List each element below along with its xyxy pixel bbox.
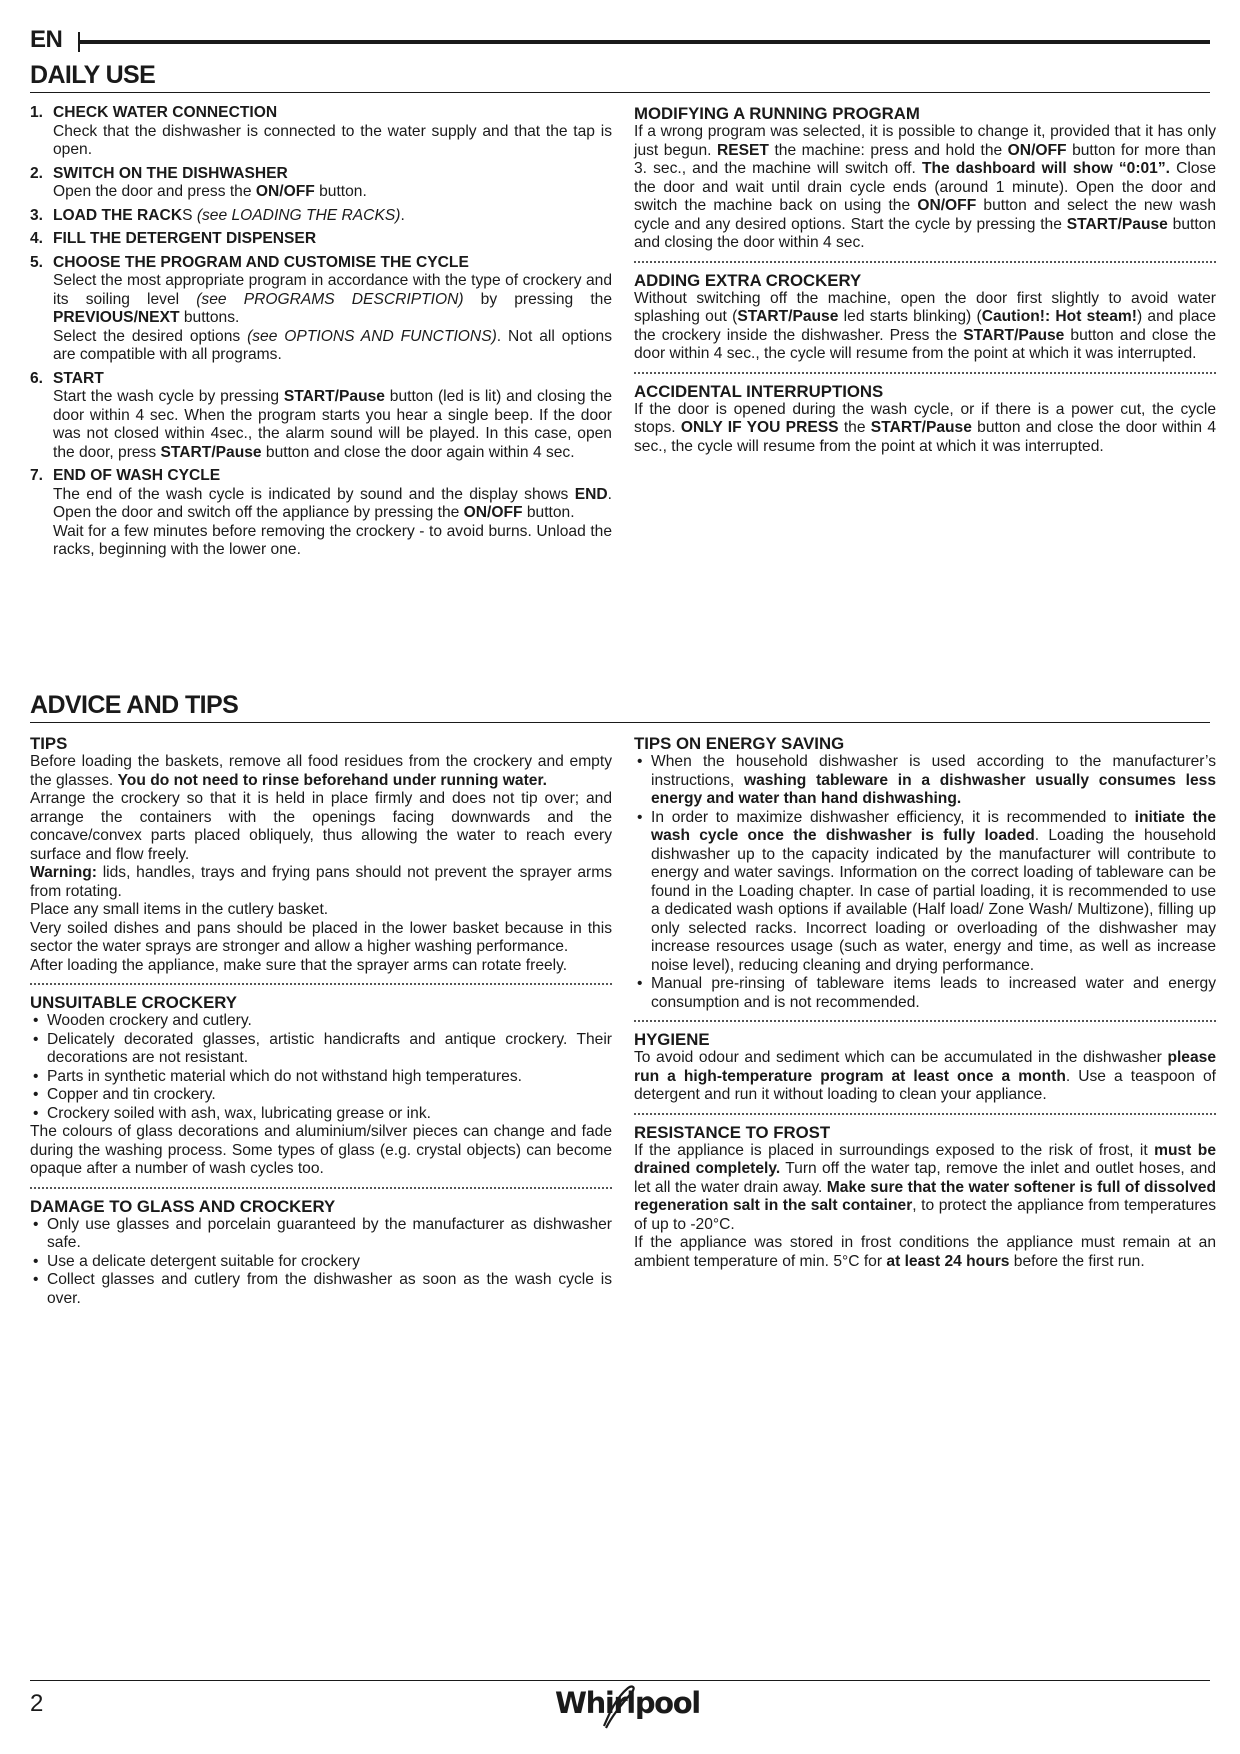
- list-item: • Parts in synthetic material which do not withstand high temperatures.: [30, 1068, 612, 1087]
- step-4: [30, 230, 612, 249]
- list-item: • Use a delicate detergent suitable for crockery: [30, 1253, 612, 1272]
- modifying-text: If a wrong program was selected, it is possible to change it, provided that it has only just begun. RESET the machine: press and hold the ON/OFF button for more than 3. sec., and the machine will switch off. The dashboard will show “0:01”. Close the door and wait until drain cycle ends (around 1 minute). Open the door and switch the machine back on using the ON/OFF button and select the new wash cycle and any desired options. Start the cycle by pressing the START/Pause button and closing the door within 4 sec.: [634, 123, 1217, 251]
- page-header: [30, 26, 1210, 60]
- list-item: • In order to maximize dishwasher efficiency, it is recommended to initiate the wash cycle once the dishwasher is fully loaded. Loading the household dishwasher up to the capacity indicated by the manufacturer will contribute to energy and water savings. Information on the correct loading of tableware can be found in the Loading chapter. In case of partial loading, it is recommended to use a dedicated wash options if available (Half load/ Zone Wash/ Multizone), filling up only selected racks. Incorrect loading or overloading of the dishwasher may increase resources usage (such as water, energy and time, as well as increase noise level), reducing cleaning and drying performance.: [634, 809, 1216, 976]
- unsuitable-text: The colours of glass decorations and aluminium/silver pieces can change and fade during the washing process. Some types of glass (e.g. crystal objects) can become opaque after a number of wash cycles too.: [30, 1123, 612, 1177]
- list-item: • Only use glasses and porcelain guaranteed by the manufacturer as dishwasher safe.: [30, 1216, 612, 1253]
- step-body: The end of the wash cycle is indicated by sound and the display shows END. Open the door and switch off the appliance by pressing the ON/OFF button.: [53, 485, 612, 521]
- step-number: 2.: [30, 164, 44, 182]
- dotted-separator: [634, 1113, 1216, 1115]
- accidental-title: ACCIDENTAL INTERRUPTIONS: [634, 381, 884, 401]
- frost-text: If the appliance is placed in surroundings exposed to the risk of frost, it must be drained completely. Turn off the water tap, remove the inlet and outlet hoses, and let all the water drain away. Make sure that the water softener is full of dissolved regeneration salt in the salt container, to protect the appliance from temperatures of up to -20°C.: [634, 1141, 1217, 1233]
- list-item: • Crockery soiled with ash, wax, lubricating grease or ink.: [30, 1105, 612, 1124]
- step-7: [30, 467, 612, 560]
- logo-swoosh-icon: [598, 1682, 638, 1730]
- dotted-separator: [30, 1187, 612, 1189]
- advice-left-column: [30, 734, 612, 1308]
- unsuitable-title: UNSUITABLE CROCKERY: [30, 993, 237, 1012]
- step-title: CHOOSE THE PROGRAM AND CUSTOMISE THE CYCLE: [53, 253, 469, 271]
- list-item: • Wooden crockery and cutlery.: [30, 1012, 612, 1031]
- daily-use-title: DAILY USE: [30, 60, 1210, 93]
- unsuitable-list: [30, 1012, 612, 1123]
- dotted-separator: [634, 261, 1216, 263]
- step-number: 7.: [30, 467, 44, 484]
- header-rule: [78, 40, 1210, 44]
- damage-list: [30, 1216, 612, 1309]
- adding-text: Without switching off the machine, open the door first slightly to avoid water splashing out (START/Pause led starts blinking) (Caution!: Hot steam!) and place the crockery inside the dishwasher. Press the START/Pause button and close the door within 4 sec., the cycle will resume from the point at which it was interrupted.: [634, 289, 1216, 362]
- list-item: • Manual pre-rinsing of tableware items leads to increased water and energy consumption and is not recommended.: [634, 975, 1216, 1012]
- step-2: [30, 165, 612, 202]
- step-title: FILL THE DETERGENT DISPENSER: [53, 230, 317, 247]
- step-title: END OF WASH CYCLE: [53, 467, 221, 484]
- step-body: Check that the dishwasher is connected to the water supply and that the tap is open.: [53, 122, 612, 158]
- dotted-separator: [30, 983, 612, 985]
- step-body: Select the most appropriate program in accordance with the type of crockery and its soiling level (see PROGRAMS DESCRIPTION) by pressing the PREVIOUS/NEXT buttons.: [53, 272, 612, 326]
- step-number: 5.: [30, 253, 44, 271]
- step-number: 3.: [30, 206, 44, 224]
- step-5: [30, 254, 612, 365]
- tips-text: Before loading the baskets, remove all food residues from the crockery and empty the glasses. You do not need to rinse beforehand under running water.: [30, 753, 612, 789]
- brand-logo: Whirlpool: [555, 1686, 700, 1720]
- damage-title: DAMAGE TO GLASS AND CROCKERY: [30, 1196, 336, 1216]
- energy-title: TIPS ON ENERGY SAVING: [634, 734, 845, 753]
- step-number: 1.: [30, 104, 44, 121]
- hygiene-text: To avoid odour and sediment which can be accumulated in the dishwasher please run a high-temperature program at least once a month. Use a teaspoon of detergent and run it without loading to clean your appliance.: [634, 1049, 1216, 1103]
- tips-text: Place any small items in the cutlery basket.: [30, 901, 329, 918]
- adding-title: ADDING EXTRA CROCKERY: [634, 270, 862, 290]
- list-item: • Collect glasses and cutlery from the dishwasher as soon as the wash cycle is over.: [30, 1271, 612, 1308]
- dotted-separator: [634, 1020, 1216, 1022]
- tips-text: Arrange the crockery so that it is held in place firmly and does not tip over; and arrange the containers with the openings facing downwards and the concave/convex parts placed obliquely, thus allowing the water to reach every surface and flow freely.: [30, 790, 612, 863]
- advice-right-column: [634, 734, 1216, 1271]
- step-title: LOAD THE RACKS (see LOADING THE RACKS).: [53, 206, 405, 224]
- tips-warning: Warning: lids, handles, trays and frying pans should not prevent the sprayer arms from rotating.: [30, 864, 612, 900]
- tips-title: TIPS: [30, 734, 68, 753]
- dotted-separator: [634, 372, 1216, 374]
- daily-use-steps: [30, 104, 612, 565]
- tips-text: After loading the appliance, make sure that the sprayer arms can rotate freely.: [30, 956, 568, 974]
- daily-use-right-column: [634, 104, 1216, 456]
- frost-title: RESISTANCE TO FROST: [634, 1122, 831, 1142]
- tips-text: Very soiled dishes and pans should be placed in the lower basket because in this sector the water sprays are stronger and allow a higher washing performance.: [30, 919, 612, 955]
- step-number: 6.: [30, 369, 44, 387]
- advice-title: ADVICE AND TIPS: [30, 690, 1210, 723]
- energy-list: [634, 753, 1216, 1012]
- page-number: 2: [30, 1690, 44, 1717]
- footer-rule: [30, 1680, 1210, 1681]
- frost-text: If the appliance was stored in frost conditions the appliance must remain at an ambient temperature of min. 5°C for at least 24 hours before the first run.: [634, 1234, 1216, 1270]
- step-number: 4.: [30, 230, 44, 247]
- step-body: Select the desired options (see OPTIONS AND FUNCTIONS). Not all options are compatible with all programs.: [53, 327, 612, 363]
- list-item: • When the household dishwasher is used according to the manufacturer’s instructions, washing tableware in a dishwasher usually consumes less energy and water than hand dishwashing.: [634, 753, 1216, 809]
- step-title: SWITCH ON THE DISHWASHER: [53, 164, 288, 182]
- step-body: Open the door and press the ON/OFF button.: [53, 183, 367, 200]
- language-code: EN: [30, 26, 63, 53]
- list-item: • Delicately decorated glasses, artistic handicrafts and antique crockery. Their decorations are not resistant.: [30, 1031, 612, 1068]
- list-item: • Copper and tin crockery.: [30, 1086, 612, 1105]
- hygiene-title: HYGIENE: [634, 1030, 710, 1049]
- step-body: Wait for a few minutes before removing the crockery - to avoid burns. Unload the racks, beginning with the lower one.: [53, 522, 612, 558]
- step-body: Start the wash cycle by pressing START/Pause button (led is lit) and closing the door within 4 sec. When the program starts you hear a single beep. If the door was not closed within 4sec., the alarm sound will be played. In this case, open the door, press START/Pause button and close the door again within 4 sec.: [53, 388, 612, 461]
- step-title: CHECK WATER CONNECTION: [53, 104, 278, 121]
- step-title: START: [53, 369, 104, 387]
- step-1: [30, 104, 612, 160]
- modifying-title: MODIFYING A RUNNING PROGRAM: [634, 104, 920, 123]
- accidental-text: If the door is opened during the wash cycle, or if there is a power cut, the cycle stops. ONLY IF YOU PRESS the START/Pause button and close the door within 4 sec., the cycle will resume from the point at which it was interrupted.: [634, 400, 1217, 455]
- step-6: [30, 370, 612, 463]
- step-3: [30, 207, 612, 226]
